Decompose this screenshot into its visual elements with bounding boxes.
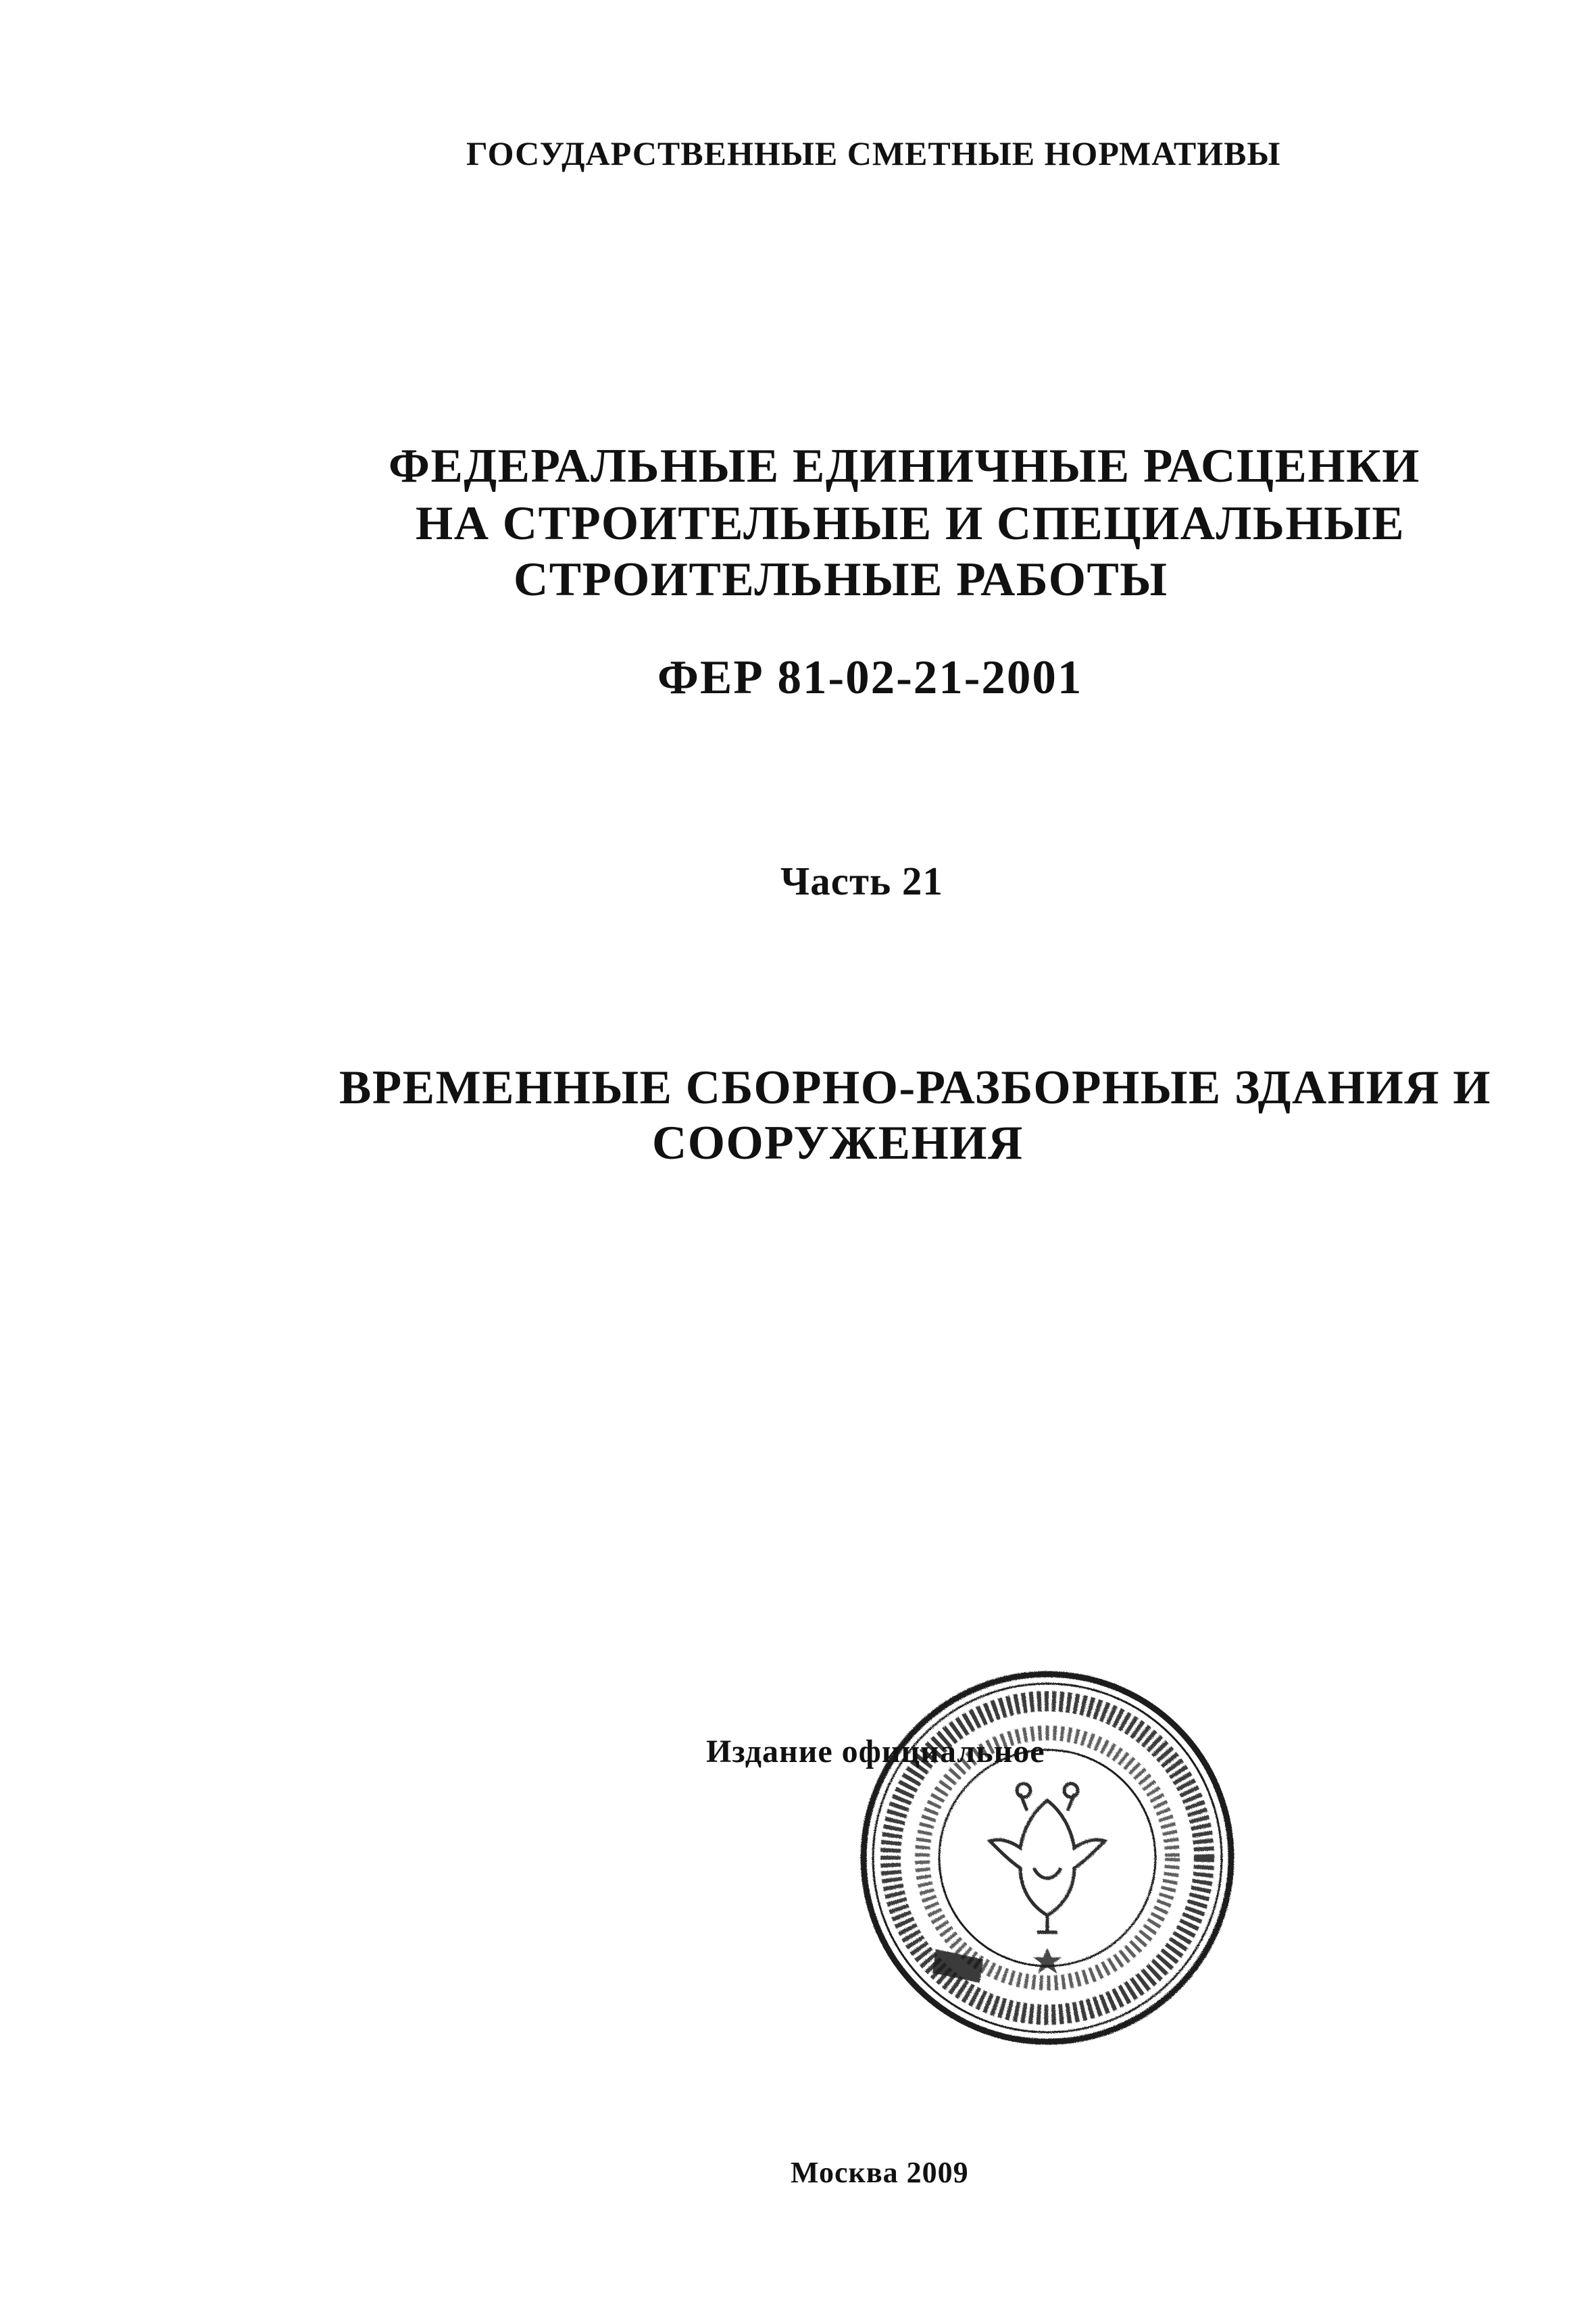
document-code: ФЕР 81-02-21-2001	[657, 651, 1083, 704]
official-seal-icon	[855, 1665, 1240, 2051]
title-line-3: СТРОИТЕЛЬНЫЕ РАБОТЫ	[514, 553, 1168, 606]
title-line-2: НА СТРОИТЕЛЬНЫЕ И СПЕЦИАЛЬНЫЕ	[416, 497, 1405, 550]
series-header: ГОСУДАРСТВЕННЫЕ СМЕТНЫЕ НОРМАТИВЫ	[466, 134, 1281, 172]
subject-line-2: СООРУЖЕНИЯ	[652, 1117, 1024, 1169]
part-label: Часть 21	[780, 859, 943, 903]
title-line-1: ФЕДЕРАЛЬНЫЕ ЕДИНИЧНЫЕ РАСЦЕНКИ	[389, 440, 1420, 493]
subject-line-1: ВРЕМЕННЫЕ СБОРНО-РАЗБОРНЫЕ ЗДАНИЯ И	[339, 1061, 1491, 1114]
edition-label: Издание официальное	[706, 1734, 1045, 1769]
imprint-place-year: Москва 2009	[791, 2156, 969, 2189]
